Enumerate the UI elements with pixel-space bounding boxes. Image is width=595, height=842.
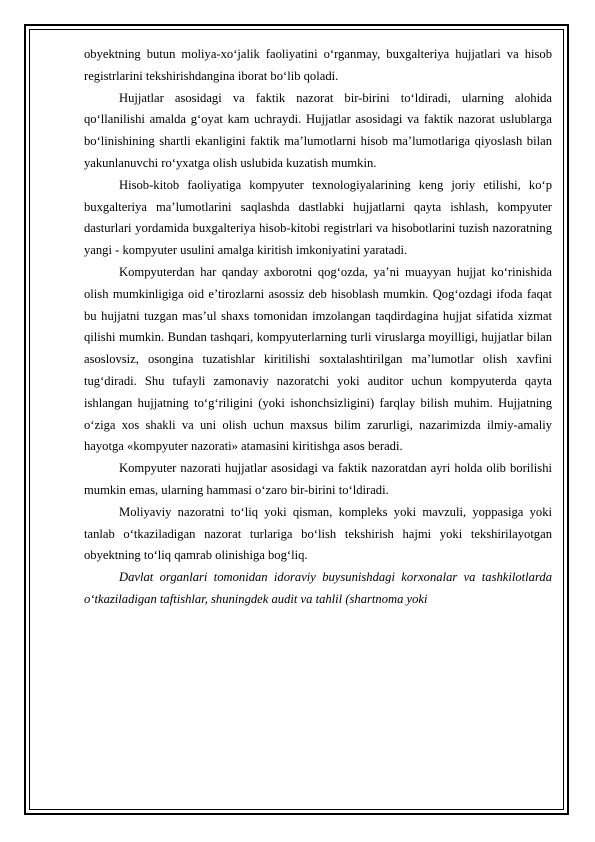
paragraph-computer-technologies: Hisob-kitob faoliyatiga kompyuter texnologiyalarining keng joriy etilishi, ko‘p buxgalteriya ma’lumotlarini saqlashda dastlabki hujjatlarni qayta ishlash, kompyuter dasturlari yordamida buxgalteriya hisob-kitobi registrlari va hisobotlarini tuzish nazoratning yangi - kompyuter usulini amalga kiritish imkoniyatini yaratadi. — [84, 177, 552, 258]
paragraph-continuation: obyektning butun moliya-xo‘jalik faoliyatini o‘rganmay, buxgalteriya hujjatlari va hisob registrlarini tekshirishdangina iborat bo‘lib qoladi. — [84, 47, 552, 83]
paragraph-computer-control: Kompyuter nazorati hujjatlar asosidagi va faktik nazoratdan ayri holda olib borilishi mumkin emas, ularning hammasi o‘zaro bir-birini to‘ldiradi. — [84, 461, 552, 497]
paragraph-documentary-factual-control: Hujjatlar asosidagi va faktik nazorat bir-birini to‘ldiradi, ularning alohida qo‘llanilishi amalda g‘oyat kam uchraydi. Hujjatlar asosidagi va faktik nazorat uslublarga bo‘linishining shartli ekanligini faktik ma’lumotlarni hisob ma’lumotlariga qiyoslash bilan yakunlanuvchi ro‘yxatga olish uslubida kuzatish mumkin. — [84, 90, 552, 170]
paragraph-financial-control-types: Moliyaviy nazoratni to‘liq yoki qisman, kompleks yoki mavzuli, yoppasiga yoki tanlab o‘tkaziladigan nazorat turlariga bo‘lish tekshirish hajmi yoki tekshirilayotgan obyektning to‘liq qamrab olinishiga bog‘liq. — [84, 504, 552, 563]
paragraph-state-audits: Davlat organlari tomonidan idoraviy buysunishdagi korxonalar va tashkilotlarda o‘tkaziladigan taftishlar, shuningdek audit va tahlil (shartnoma yoki — [84, 570, 552, 606]
document-body — [84, 44, 552, 611]
paragraph-computer-information: Kompyuterdan har qanday axborotni qog‘ozda, ya’ni muayyan hujjat ko‘rinishida olish mumkinligiga oid e’tirozlarni asossiz deb hisoblash mumkin. Qog‘ozdagi ifoda faqat bu hujjatni tuzgan mas’ul shaxs tomonidan imzolangan taqdirdagina hujjat sifatida xizmat qilishi mumkin. Bundan tashqari, kompyuterlarning turli viruslarga moyilligi, hujjatlar bilan asoslovsiz, osongina tuzatishlar kiritilishi soxtalashtirilgan ma’lumotlar olish xavfini tug‘diradi. Shu tufayli zamonaviy nazoratchi yoki auditor uchun kompyuterda qayta ishlangan hujjatning to‘g‘riligini (yoki ishonchsizligini) farqlay bilish muhim. Hujjatning o‘ziga xos shakli va uni olish uchun maxsus bilim zarurligi, nazarimizda ilmiy-amaliy hayotga «kompyuter nazorati» atamasini kiritishga asos beradi. — [84, 264, 552, 454]
